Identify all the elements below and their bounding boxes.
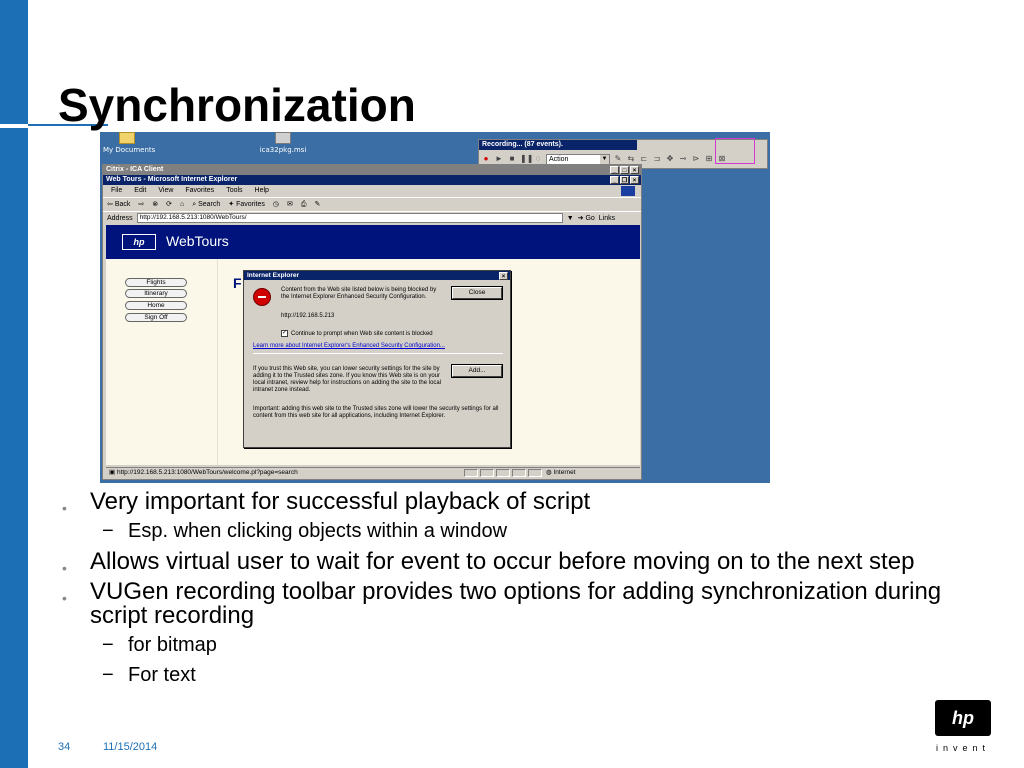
address-label: Address [107, 214, 133, 222]
citrix-title: Citrix - ICA Client [106, 166, 164, 173]
go-label: Go [585, 214, 595, 222]
parameter-icon[interactable]: ⊳ [692, 154, 700, 163]
back-arrow-icon: ⇦ [107, 200, 115, 208]
dash-icon: − [102, 520, 114, 542]
address-input[interactable]: http://192.168.5.213:1080/WebTours/ [137, 213, 563, 223]
comment-icon[interactable]: ✥ [666, 154, 674, 163]
menu-edit[interactable]: Edit [134, 187, 147, 194]
ie-window-buttons [610, 176, 639, 184]
slide-date: 11/15/2014 [103, 741, 158, 753]
desktop-icon-label: My Documents [103, 146, 156, 154]
recording-toolbar-title: Recording... (87 events). [479, 140, 637, 150]
hp-logo-icon: hp [935, 700, 991, 736]
dialog-site: http://192.168.5.213 [281, 313, 335, 319]
chevron-down-icon: ▼ [601, 155, 608, 162]
left-bar-notch [0, 124, 28, 128]
checkbox-label: Continue to prompt when Web site content is blocked [291, 330, 433, 337]
close-icon[interactable]: × [630, 176, 639, 184]
webtours-brand: WebTours [166, 233, 229, 249]
menu-tools[interactable]: Tools [226, 187, 243, 194]
ie-status-bar [106, 467, 640, 478]
bullet-item [62, 490, 962, 514]
sub-bullet-text: Esp. when clicking objects within a window [128, 520, 508, 542]
sub-bullet-item [62, 634, 962, 656]
minimize-icon[interactable]: _ [610, 176, 619, 184]
ie-toolbar [103, 197, 641, 211]
record-icon[interactable]: ● [483, 154, 489, 163]
favorites-button[interactable] [228, 198, 265, 212]
search-icon: ⌕ [192, 200, 199, 208]
dialog-window-buttons [499, 272, 508, 280]
ie-title-bar [103, 175, 641, 185]
forward-icon[interactable]: ⇨ [138, 200, 145, 208]
edit-icon[interactable]: ✎ [314, 200, 321, 208]
page-icon: ▣ [109, 469, 117, 476]
continue-prompt-checkbox[interactable] [281, 330, 433, 337]
dash-icon: − [102, 634, 114, 656]
sync-buttons-highlight [715, 138, 755, 164]
links-label[interactable]: Links [598, 214, 616, 222]
embedded-screenshot [100, 132, 770, 483]
favorites-label: Favorites [236, 200, 265, 208]
bullet-dot-icon: • [62, 590, 67, 606]
bullet-text: VUGen recording toolbar provides two options for adding synchronization during script recording [90, 578, 942, 629]
hp-logo-icon: hp [122, 234, 156, 250]
desktop-icon-my-documents[interactable] [100, 132, 170, 154]
ie-title: Web Tours - Microsoft Internet Explorer [106, 176, 238, 183]
pause-icon[interactable]: ❚❚ [520, 154, 534, 163]
step-icon[interactable]: ◌ [535, 154, 541, 163]
citrix-window [102, 164, 642, 480]
bullet-item [62, 550, 962, 574]
dialog-trust-text: If you trust this Web site, you can lower security settings for the site by adding it to the Trusted sites zone. If you know this Web site is on your local intranet, review help for instructions on adding the site to the local intranet zone instead. [253, 366, 442, 393]
mail-icon[interactable]: ✉ [287, 200, 293, 208]
search-button[interactable] [192, 198, 220, 212]
slide-title: Synchronization [58, 79, 416, 131]
stop-icon[interactable]: ■ [509, 154, 515, 163]
status-cells [464, 469, 542, 477]
close-button[interactable]: Close [452, 287, 502, 299]
bullet-text: Very important for successful playback of script [90, 488, 591, 515]
dialog-title: Internet Explorer [247, 272, 300, 279]
citrix-title-bar [103, 165, 641, 175]
sub-bullet-item [62, 520, 962, 542]
citrix-window-buttons [610, 166, 639, 174]
desktop-icon-label: ica32pkg.msi [259, 146, 307, 154]
nav-signoff-button[interactable]: Sign Off [125, 313, 187, 322]
stop-page-icon[interactable]: ⊗ [152, 200, 159, 208]
action-select-value: Action [549, 155, 569, 163]
sub-bullet-item [62, 664, 962, 686]
slide-number: 34 [58, 741, 71, 753]
close-icon[interactable]: × [499, 272, 508, 280]
dialog-title-bar [244, 271, 510, 280]
minimize-icon[interactable]: _ [610, 166, 619, 174]
hp-logo [935, 700, 993, 738]
status-zone-label: Internet [553, 469, 576, 476]
dialog-message: Content from the Web site listed below is being blocked by the Internet Explorer Enhanced Security Configuration. [281, 287, 437, 300]
rendezvous-icon[interactable]: ⇆ [627, 154, 635, 163]
checkbox-check-icon[interactable]: ✓ [282, 330, 288, 336]
bullet-item [62, 580, 962, 628]
bullet-dot-icon: • [62, 560, 67, 576]
transaction-end-icon[interactable]: ⊐ [653, 154, 661, 163]
sub-bullet-text: for bitmap [128, 634, 217, 656]
bitmap-sync-icon[interactable]: ⊞ [705, 154, 713, 163]
bullet-list [62, 490, 962, 694]
nav-itinerary-button[interactable]: Itinerary [125, 289, 187, 298]
webtours-header [106, 225, 640, 259]
windows-logo-icon [621, 186, 635, 196]
globe-icon: ◍ [546, 469, 554, 476]
menu-help[interactable]: Help [254, 187, 269, 194]
dialog-separator [253, 353, 503, 354]
print-icon[interactable]: ⎙ [300, 200, 307, 208]
sub-bullet-text: For text [128, 664, 196, 686]
menu-file[interactable]: File [111, 187, 123, 194]
dash-icon: − [102, 664, 114, 686]
webtours-nav [106, 259, 218, 465]
home-icon[interactable]: ⌂ [180, 200, 185, 208]
text-sync-icon[interactable]: ⊠ [718, 154, 726, 163]
desktop-icon-ica[interactable] [248, 132, 318, 154]
back-button[interactable] [107, 198, 130, 212]
refresh-icon[interactable]: ⟳ [166, 200, 172, 208]
slide-left-bar [0, 0, 28, 768]
add-button[interactable]: Add... [452, 365, 502, 377]
learn-more-link[interactable]: Learn more about Internet Explorer's Enhanced Security Configuration... [253, 343, 445, 349]
ie-address-bar [103, 211, 641, 224]
nav-home-button[interactable]: Home [125, 301, 187, 310]
menu-favorites[interactable]: Favorites [185, 187, 215, 194]
star-icon: ✦ [228, 200, 237, 208]
ie-menu-bar [103, 185, 641, 197]
status-url: http://192.168.5.213:1080/WebTours/welcome.pl?page=search [116, 469, 298, 476]
go-arrow-icon: ➜ [577, 214, 586, 222]
transaction-start-icon[interactable]: ⊏ [640, 154, 648, 163]
dialog-important-text: Important: adding this web site to the Trusted sites zone will lower the security settings for all content from this web site for all applications, including Internet Explorer. [253, 406, 499, 419]
restore-icon[interactable]: ❐ [621, 178, 628, 184]
folder-icon [119, 132, 135, 144]
page-heading-partial: F [233, 275, 242, 291]
address-dropdown-icon[interactable]: ▼ [566, 214, 574, 222]
blocked-stop-icon [253, 288, 271, 306]
nav-flights-button[interactable]: Flights [125, 278, 187, 287]
menu-view[interactable]: View [158, 187, 174, 194]
security-dialog [243, 270, 511, 448]
bullet-dot-icon: • [62, 500, 67, 516]
hp-tagline: invent [936, 743, 991, 753]
history-icon[interactable]: ◷ [272, 200, 280, 208]
play-icon[interactable]: ► [495, 154, 503, 163]
status-zone [546, 468, 576, 478]
bullet-text: Allows virtual user to wait for event to occur before moving on to the next step [90, 548, 915, 575]
installer-icon [275, 132, 291, 144]
insert-step-icon[interactable]: ✎ [614, 154, 622, 163]
back-label: Back [114, 200, 131, 208]
search-label: Search [198, 200, 221, 208]
close-icon[interactable]: × [630, 166, 639, 174]
checkpoint-icon[interactable]: ⊸ [679, 154, 687, 163]
action-select[interactable] [546, 154, 610, 165]
go-button[interactable] [578, 212, 595, 225]
maximize-icon[interactable]: □ [620, 166, 629, 174]
